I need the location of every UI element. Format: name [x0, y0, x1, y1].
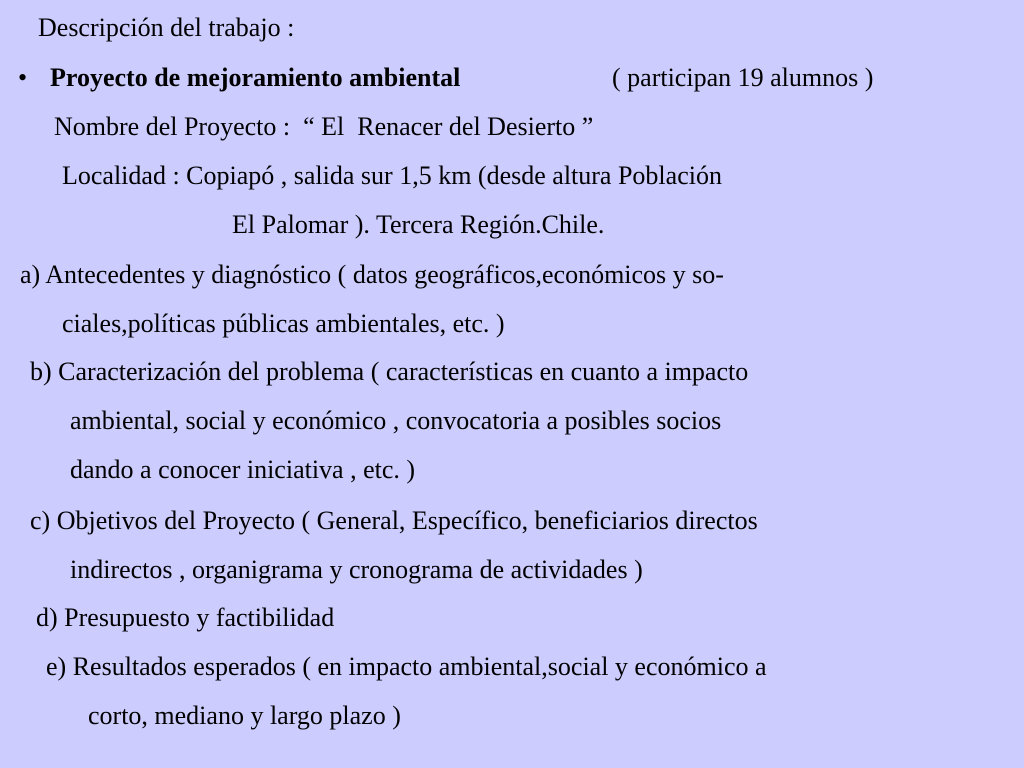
item-c-line-2: indirectos , organigrama y cronograma de actividades )	[70, 555, 643, 584]
heading: Descripción del trabajo :	[38, 13, 295, 42]
item-a-line-2: ciales,políticas públicas ambientales, etc. )	[62, 309, 505, 338]
item-b-line-2: ambiental, social y económico , convocatoria a posibles socios	[70, 406, 722, 435]
item-b-line-1: b) Caracterización del problema ( características en cuanto a impacto	[30, 357, 749, 386]
location-line-2: El Palomar ). Tercera Región.Chile.	[232, 210, 605, 239]
item-e-line-1: e) Resultados esperados ( en impacto ambiental,social y económico a	[46, 652, 767, 681]
project-name: Nombre del Proyecto : “ El Renacer del Desierto ”	[54, 112, 594, 141]
project-title: Proyecto de mejoramiento ambiental	[50, 63, 461, 92]
item-b-line-3: dando a conocer iniciativa , etc. )	[70, 455, 416, 484]
item-c-line-1: c) Objetivos del Proyecto ( General, Específico, beneficiarios directos	[30, 506, 758, 535]
location-line-1: Localidad : Copiapó , salida sur 1,5 km (desde altura Población	[62, 161, 722, 190]
participants: ( participan 19 alumnos )	[612, 63, 874, 92]
item-d-line-1: d) Presupuesto y factibilidad	[36, 603, 335, 632]
item-e-line-2: corto, mediano y largo plazo )	[88, 701, 401, 730]
bullet-icon: •	[18, 63, 28, 92]
item-a-line-1: a) Antecedentes y diagnóstico ( datos geográficos,económicos y so-	[20, 260, 724, 289]
